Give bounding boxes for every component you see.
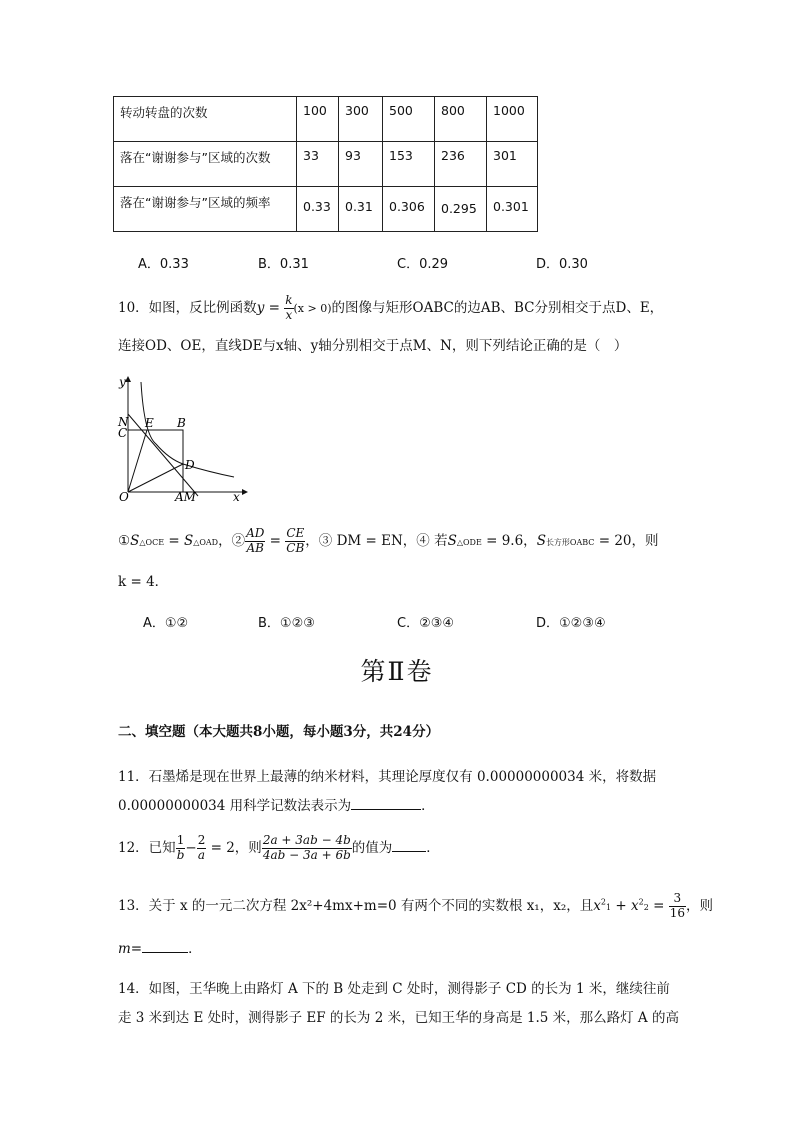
fraction-ad-ab: $\frac{AD}{AB}$	[246, 526, 265, 555]
table-row	[114, 142, 538, 187]
row-label: 落在“谢谢参与”区域的频率	[114, 187, 297, 232]
q10-statements: ①S△OCE = S△OAD，② $\frac{AD}{AB}$ = $\frac{CE}{CB}$ ，③ DM = EN，④ 若S△ODE = 9.6，S长方形OABC = 20，则	[118, 526, 659, 555]
table-cell: 100	[297, 97, 339, 142]
rectangle-oabc	[128, 430, 183, 492]
table-cell: 93	[339, 142, 383, 187]
q10-option-c: C．②③④	[397, 616, 455, 631]
table-cell: 153	[383, 142, 435, 187]
q9-option-c: C．0.29	[397, 257, 449, 272]
table-cell: 500	[383, 97, 435, 142]
y-axis-arrow	[125, 376, 131, 382]
answer-blank[interactable]	[351, 797, 421, 810]
label-n: N	[118, 415, 129, 429]
table-cell: 300	[339, 97, 383, 142]
label-am: AM	[175, 490, 196, 504]
answer-blank[interactable]	[392, 839, 426, 852]
q10-option-d: D．①②③④	[536, 616, 606, 631]
line-mn	[128, 414, 198, 496]
fraction-1-over-b: $\frac{1}{b}$	[176, 833, 185, 862]
x-axis-arrow	[242, 489, 248, 495]
table-cell: 800	[435, 97, 487, 142]
fraction-2-over-a: $\frac{2}{a}$	[197, 833, 206, 862]
table-cell: 0.31	[339, 187, 383, 232]
fraction-3-over-16: $\frac{3}{16}$	[669, 891, 685, 920]
fraction-k-over-x: $\frac{k}{x}$	[285, 293, 293, 322]
q9-option-b: B．0.31	[258, 257, 309, 272]
row-label: 落在“谢谢参与”区域的次数	[114, 142, 297, 187]
table-row	[114, 187, 538, 232]
frequency-table	[113, 96, 538, 232]
section-heading: 二、填空题（本大题共8小题，每小题3分，共24分）	[118, 724, 440, 740]
table-cell: 0.306	[383, 187, 435, 232]
table-cell: 1000	[487, 97, 538, 142]
q14-line1: 14．如图，王华晚上由路灯 A 下的 B 处走到 C 处时，测得影子 CD 的长为 1 米，继续往前	[118, 981, 670, 997]
label-b: B	[177, 416, 186, 430]
table-cell: 236	[435, 142, 487, 187]
q10-stem-line1: 10．如图，反比例函数y = $\frac{k}{x}$ (x > 0)的图像与矩形OABC的边AB、BC分别相交于点D、E，	[118, 293, 664, 322]
q9-option-a: A．0.33	[138, 257, 189, 272]
q13-line2: m= ．	[118, 941, 202, 957]
row-label: 转动转盘的次数	[114, 97, 297, 142]
label-c: C	[118, 426, 128, 440]
table-row	[114, 97, 538, 142]
fraction-ce-cb: $\frac{CE}{CB}$	[286, 526, 305, 555]
segment-oe	[128, 430, 147, 492]
q10-figure	[114, 374, 249, 504]
q10-option-a: A．①②	[143, 616, 189, 631]
table-cell: 0.295	[435, 187, 487, 232]
q10-option-b: B．①②③	[258, 616, 315, 631]
fraction-expression: $\frac{2a + 3ab - 4b}{4ab - 3a + 6b}$	[262, 833, 351, 862]
table-cell: 0.33	[297, 187, 339, 232]
label-y: y	[119, 375, 126, 389]
q13-stem: 13．关于 x 的一元二次方程 2x²+4mx+m=0 有两个不同的实数根 x₁，x₂，且$x^21 + x^22$ = $\frac{3}{16}$ ，则	[118, 891, 713, 920]
q12-stem: 12．已知 $\frac{1}{b}$ − $\frac{2}{a}$ = 2，则 $\frac{2a + 3ab - 4b}{4ab - 3a + 6b}$ 的值为 ．	[118, 833, 440, 862]
label-x: x	[233, 490, 240, 504]
table-cell: 0.301	[487, 187, 538, 232]
q10-stem-line2: 连接OD、OE，直线DE与x轴、y轴分别相交于点M、N，则下列结论正确的是（ ）	[118, 338, 628, 354]
q14-line2: 走 3 米到达 E 处时，测得影子 EF 的长为 2 米，已知王华的身高是 1.5 米，那么路灯 A 的高	[118, 1010, 679, 1026]
q10-statement-line2: k = 4．	[118, 574, 169, 590]
q11-line1: 11．石墨烯是现在世界上最薄的纳米材料，其理论厚度仅有 0.00000000034 米，将数据	[118, 769, 657, 785]
label-o: O	[119, 490, 129, 504]
q11-line2: 0.00000000034 用科学记数法表示为 ．	[118, 798, 435, 814]
table-cell: 33	[297, 142, 339, 187]
q9-option-d: D．0.30	[536, 257, 588, 272]
label-d: D	[185, 458, 195, 472]
label-e: E	[145, 416, 154, 430]
part-title: 第Ⅱ卷	[360, 657, 434, 686]
answer-blank[interactable]	[142, 940, 188, 953]
segment-od	[128, 464, 183, 492]
table-cell: 301	[487, 142, 538, 187]
